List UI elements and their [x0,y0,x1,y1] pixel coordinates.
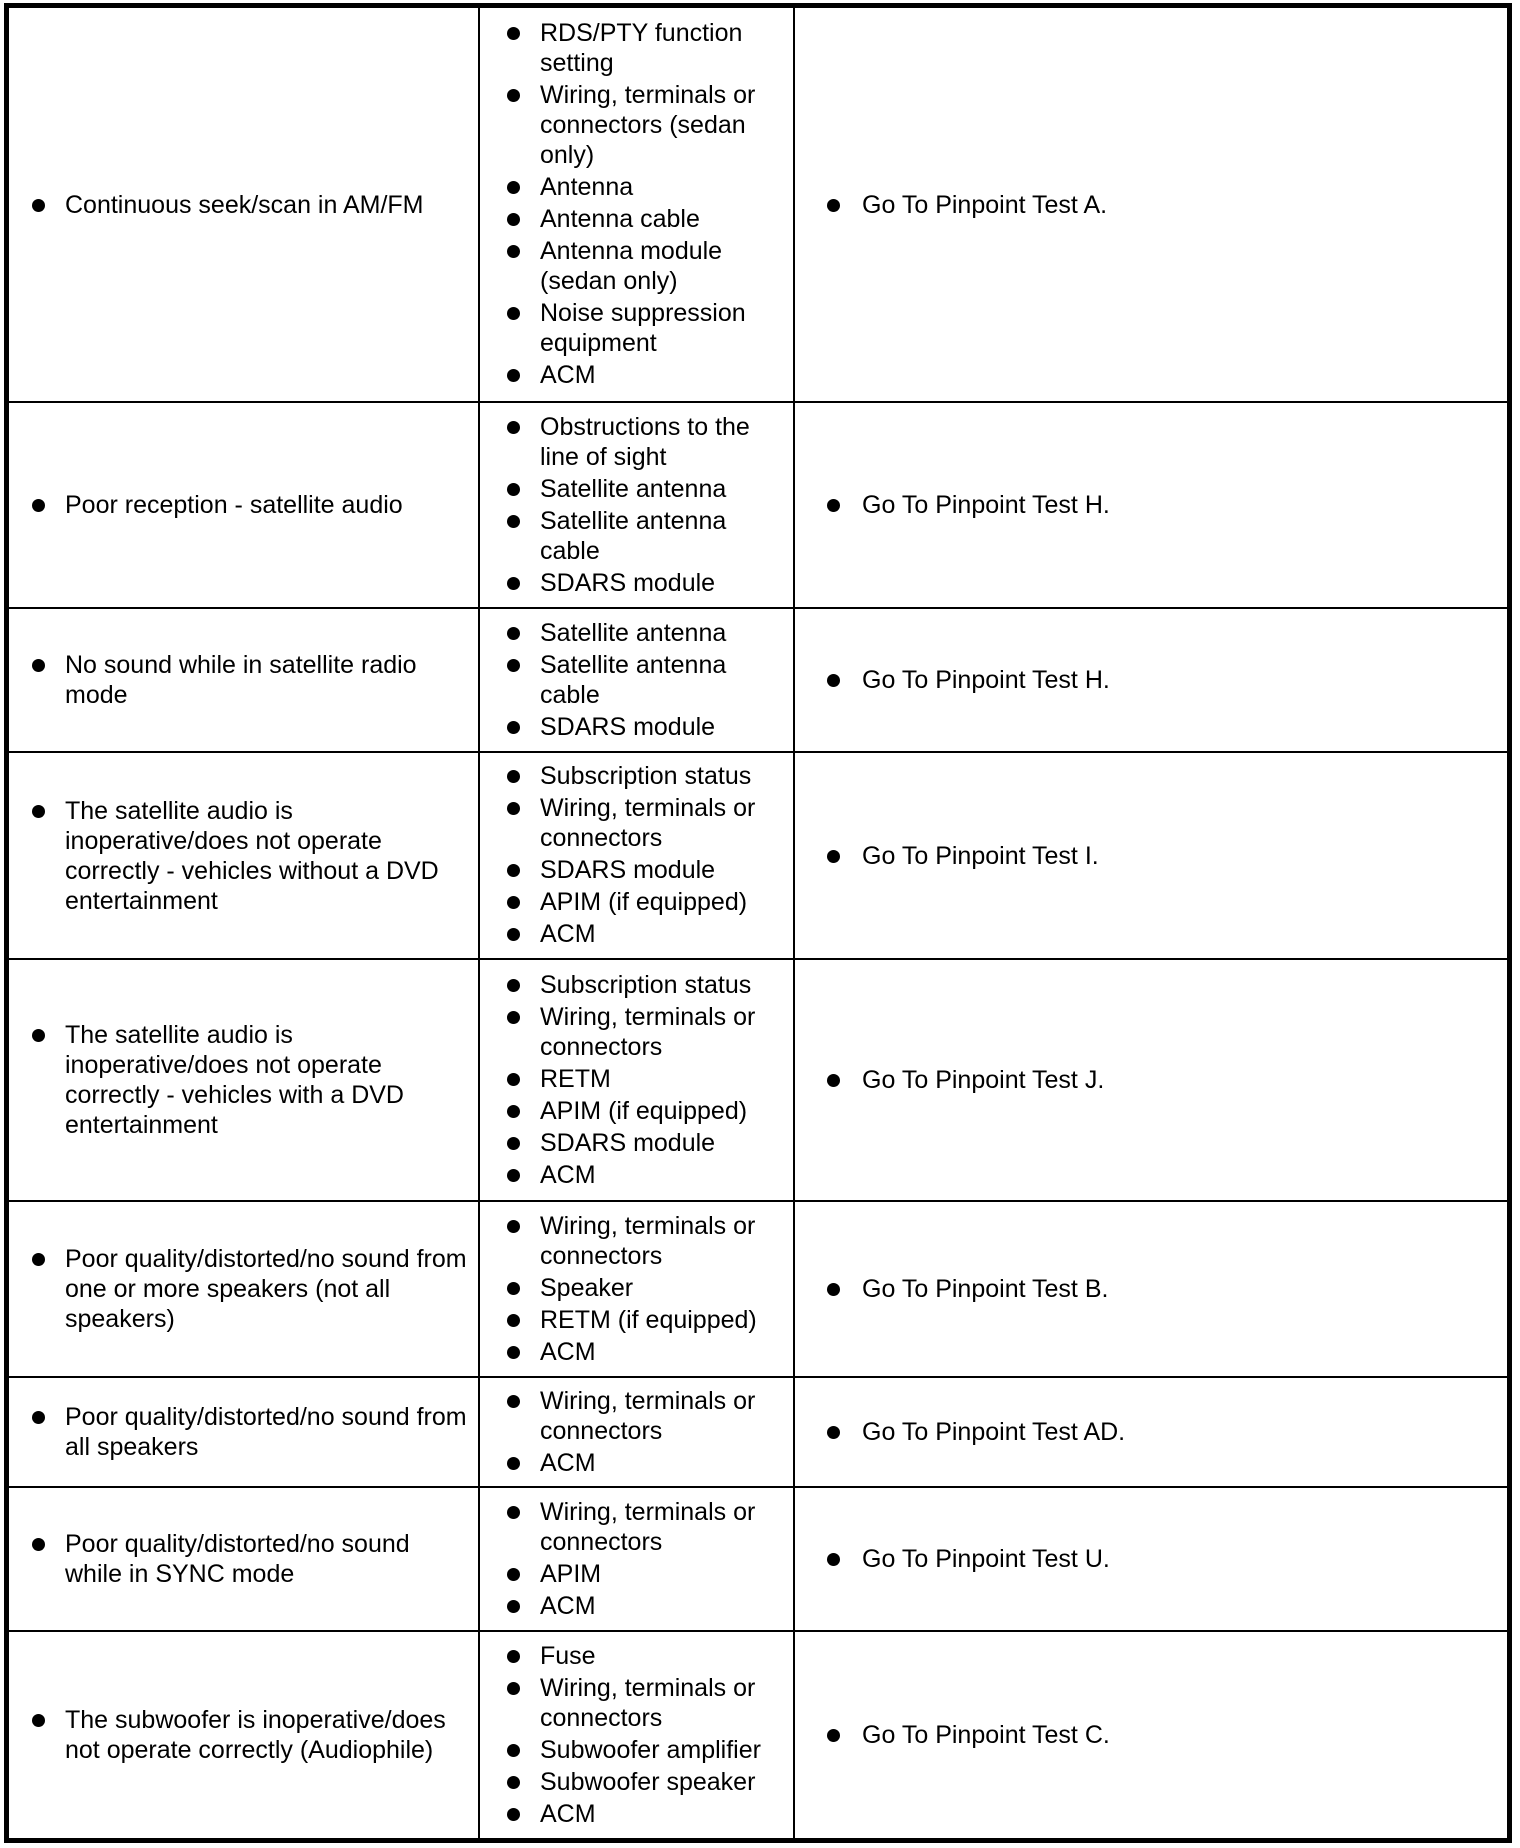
symptom-cell [8,7,479,402]
possible-source-item: SDARS module [507,855,789,885]
possible-source-item: Satellite antenna cable [507,506,789,566]
table-row [8,402,1508,608]
symptom-cell [8,402,479,608]
table-row [8,1377,1508,1487]
possible-source-item: Wiring, terminals or connectors [507,793,789,853]
possible-sources-cell [479,752,794,959]
symptom-text: Poor quality/distorted/no sound while in SYNC mode [32,1529,470,1589]
pinpoint-test-action: Go To Pinpoint Test A. [818,190,1499,220]
possible-source-item: Subwoofer amplifier [507,1735,789,1765]
action-cell [794,1631,1508,1839]
possible-sources-cell [479,402,794,608]
action-cell [794,1487,1508,1631]
pinpoint-test-action: Go To Pinpoint Test AD. [818,1417,1499,1447]
pinpoint-test-action: Go To Pinpoint Test H. [818,490,1499,520]
possible-source-item: Speaker [507,1273,789,1303]
possible-source-item: Wiring, terminals or connectors [507,1497,789,1557]
symptom-cell [8,752,479,959]
possible-source-item: ACM [507,360,789,390]
pinpoint-test-action: Go To Pinpoint Test H. [818,665,1499,695]
symptom-text: The subwoofer is inoperative/does not operate correctly (Audiophile) [32,1705,470,1765]
possible-source-item: Wiring, terminals or connectors [507,1002,789,1062]
symptom-text: The satellite audio is inoperative/does not operate correctly - vehicles with a DVD entertainment [32,1020,470,1140]
possible-source-item: Satellite antenna [507,618,789,648]
possible-source-item: Satellite antenna cable [507,650,789,710]
symptom-text: No sound while in satellite radio mode [32,650,470,710]
possible-source-item: Antenna [507,172,789,202]
symptom-cell [8,1377,479,1487]
possible-source-item: RETM (if equipped) [507,1305,789,1335]
action-cell [794,752,1508,959]
possible-sources-cell [479,1631,794,1839]
symptom-chart-table [7,6,1509,1840]
symptom-cell [8,608,479,752]
table-row [8,608,1508,752]
possible-source-item: APIM (if equipped) [507,887,789,917]
pinpoint-test-action: Go To Pinpoint Test C. [818,1720,1499,1750]
possible-source-item: Wiring, terminals or connectors [507,1673,789,1733]
pinpoint-test-action: Go To Pinpoint Test J. [818,1065,1499,1095]
possible-source-item: Antenna module (sedan only) [507,236,789,296]
possible-source-item: ACM [507,1591,789,1621]
possible-sources-cell [479,1377,794,1487]
symptom-text: Poor reception - satellite audio [32,490,470,520]
symptom-text: Poor quality/distorted/no sound from one or more speakers (not all speakers) [32,1244,470,1334]
table-row [8,752,1508,959]
possible-source-item: RDS/PTY function setting [507,18,789,78]
table-row [8,1201,1508,1377]
possible-source-item: Subwoofer speaker [507,1767,789,1797]
action-cell [794,1377,1508,1487]
symptom-cell [8,1631,479,1839]
possible-source-item: APIM (if equipped) [507,1096,789,1126]
possible-sources-cell [479,7,794,402]
possible-source-item: Wiring, terminals or connectors [507,1386,789,1446]
possible-source-item: APIM [507,1559,789,1589]
symptom-text: Continuous seek/scan in AM/FM [32,190,470,220]
symptom-text: Poor quality/distorted/no sound from all speakers [32,1402,470,1462]
possible-sources-cell [479,959,794,1201]
table-row [8,959,1508,1201]
possible-sources-cell [479,1487,794,1631]
possible-sources-cell [479,1201,794,1377]
symptom-cell [8,1201,479,1377]
possible-sources-cell [479,608,794,752]
table-row [8,7,1508,402]
possible-source-item: ACM [507,1799,789,1829]
table-row [8,1631,1508,1839]
possible-source-item: Subscription status [507,761,789,791]
possible-source-item: Wiring, terminals or connectors (sedan only) [507,80,789,170]
action-cell [794,1201,1508,1377]
possible-source-item: ACM [507,1448,789,1478]
possible-source-item: Subscription status [507,970,789,1000]
possible-source-item: Antenna cable [507,204,789,234]
table-row [8,1487,1508,1631]
possible-source-item: ACM [507,1160,789,1190]
possible-source-item: Fuse [507,1641,789,1671]
action-cell [794,7,1508,402]
pinpoint-test-action: Go To Pinpoint Test I. [818,841,1499,871]
possible-source-item: SDARS module [507,568,789,598]
pinpoint-test-action: Go To Pinpoint Test U. [818,1544,1499,1574]
possible-source-item: Obstructions to the line of sight [507,412,789,472]
action-cell [794,959,1508,1201]
symptom-chart-body [8,7,1508,1839]
action-cell [794,608,1508,752]
possible-source-item: ACM [507,1337,789,1367]
pinpoint-test-action: Go To Pinpoint Test B. [818,1274,1499,1304]
possible-source-item: RETM [507,1064,789,1094]
possible-source-item: Wiring, terminals or connectors [507,1211,789,1271]
possible-source-item: Satellite antenna [507,474,789,504]
possible-source-item: SDARS module [507,1128,789,1158]
possible-source-item: SDARS module [507,712,789,742]
symptom-cell [8,959,479,1201]
symptom-cell [8,1487,479,1631]
possible-source-item: Noise suppression equipment [507,298,789,358]
action-cell [794,402,1508,608]
symptom-text: The satellite audio is inoperative/does not operate correctly - vehicles without a DVD entertainment [32,796,470,916]
possible-source-item: ACM [507,919,789,949]
